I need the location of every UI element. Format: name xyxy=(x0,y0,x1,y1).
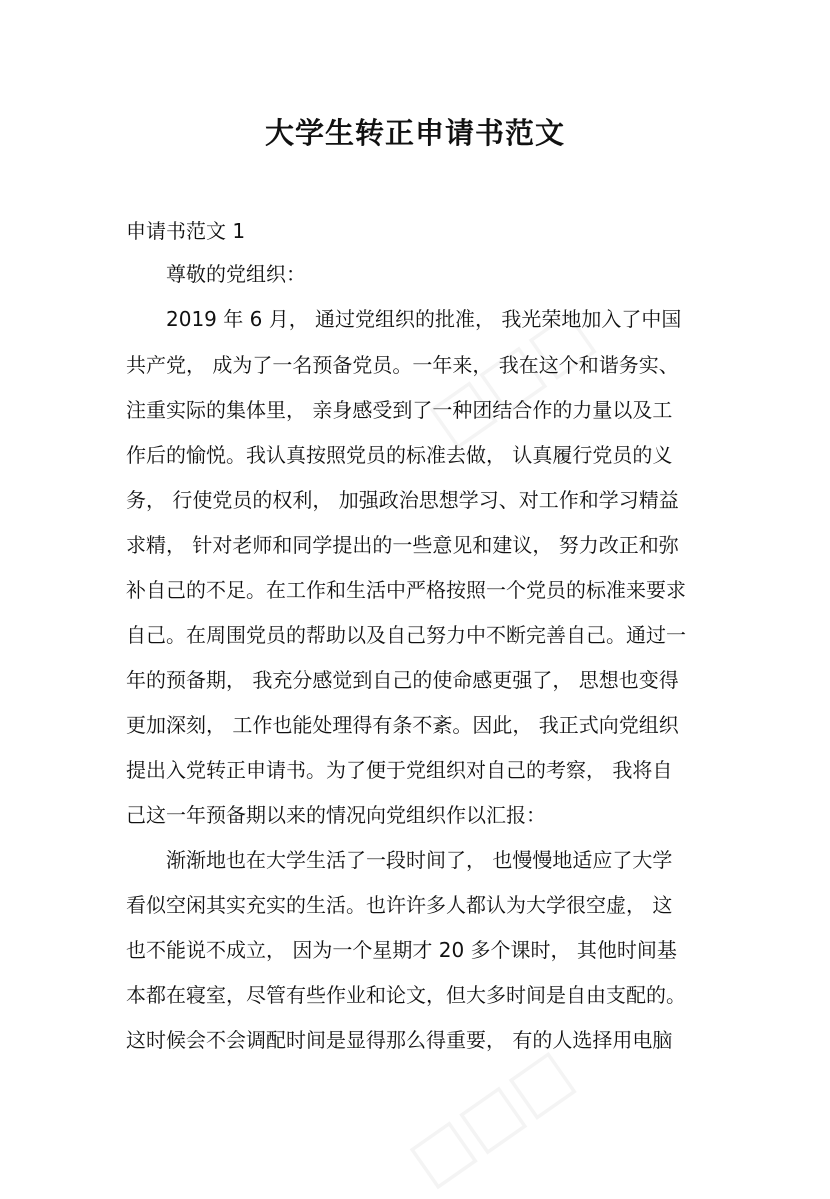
paragraph-line: 求精， 针对老师和同学提出的一些意见和建议， 努力改正和弥 xyxy=(126,533,679,557)
paragraph-line: 2019 年 6 月， 通过党组织的批准， 我光荣地加入了中国 xyxy=(166,307,682,331)
paragraph-line: 年的预备期， 我充分感觉到自己的使命感更强了， 思想也变得 xyxy=(126,668,679,692)
paragraph-line: 也不能说不成立， 因为一个星期才 20 多个课时， 其他时间基 xyxy=(126,938,677,962)
document-title: 大学生转正申请书范文 xyxy=(264,116,565,150)
paragraph-line: 本都在寝室，尽管有些作业和论文，但大多时间是自由支配的。 xyxy=(126,983,686,1007)
section-heading: 申请书范文 1 xyxy=(126,219,246,243)
paragraph-line: 注重实际的集体里， 亲身感受到了一种团结合作的力量以及工 xyxy=(126,398,673,422)
paragraph-line: 共产党， 成为了一名预备党员。一年来， 我在这个和谐务实、 xyxy=(126,353,679,377)
paragraph-line: 己这一年预备期以来的情况向党组织作以汇报： xyxy=(126,803,546,827)
paragraph-line: 渐渐地也在大学生活了一段时间了， 也慢慢地适应了大学 xyxy=(166,848,673,872)
paragraph-line: 务， 行使党员的权利， 加强政治思想学习、对工作和学习精益 xyxy=(126,488,679,512)
salutation: 尊敬的党组织： xyxy=(166,262,306,286)
paragraph-line: 自己。在周围党员的帮助以及自己努力中不断完善自己。通过一 xyxy=(126,623,686,647)
paragraph-line: 提出入党转正申请书。为了便于党组织对自己的考察， 我将自 xyxy=(126,758,673,782)
paragraph-line: 这时候会不会调配时间是显得那么得重要， 有的人选择用电脑 xyxy=(126,1028,673,1052)
watermark-icon xyxy=(395,1035,586,1199)
paragraph-line: 补自己的不足。在工作和生活中严格按照一个党员的标准来要求 xyxy=(126,578,686,602)
paragraph-line: 作后的愉悦。我认真按照党员的标准去做， 认真履行党员的义 xyxy=(126,443,673,467)
paragraph-line: 更加深刻， 工作也能处理得有条不紊。因此， 我正式向党组织 xyxy=(126,713,679,737)
paragraph-line: 看似空闲其实充实的生活。也许许多人都认为大学很空虚， 这 xyxy=(126,893,673,917)
